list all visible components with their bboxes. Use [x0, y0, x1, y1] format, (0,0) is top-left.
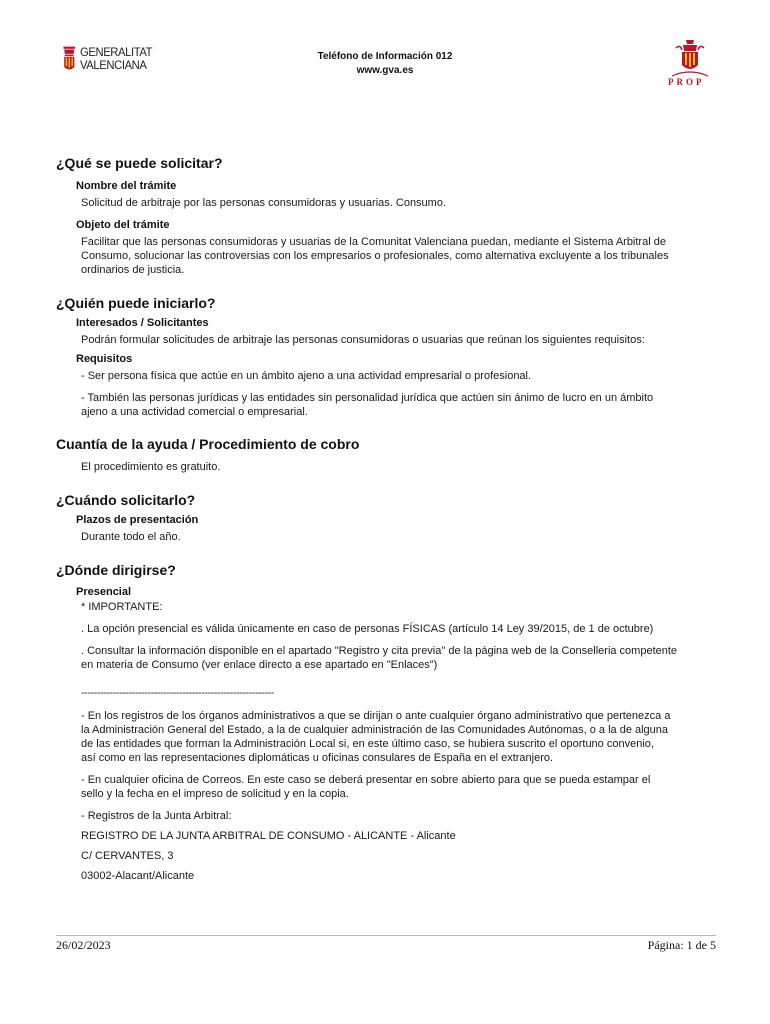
- text-importante: * IMPORTANTE:: [81, 601, 163, 613]
- section-title-cuantia: Cuantía de la ayuda / Procedimiento de cobro: [56, 436, 360, 452]
- prop-logo-text: PROP: [668, 77, 705, 87]
- text-registros-line3: de las entidades que forman la Administración Local si, en este último caso, se hubiera suscrito el oportuno convenio,: [81, 738, 654, 750]
- text-interesados: Podrán formular solicitudes de arbitraje las personas consumidoras o usuarias que reúnan los siguientes requisitos:: [81, 334, 645, 346]
- web-line: www.gva.es: [356, 65, 414, 76]
- text-nombre-tramite: Solicitud de arbitraje por las personas consumidoras y usuarias. Consumo.: [81, 197, 447, 209]
- text-registros-line1: - En los registros de los órganos administrativos a que se dirijan o ante cualquier órgano administrativo que pertenezca a: [81, 710, 671, 722]
- text-objeto-line2: Consumo, solucionar las controversias con los empresarios o profesionales, como alternativa excluyente a los tribunales: [81, 250, 669, 262]
- document-content: [56, 154, 716, 883]
- label-presencial: Presencial: [76, 586, 132, 598]
- text-correos-line1: - En cualquier oficina de Correos. En este caso se deberá presentar en sobre abierto para que se pueda estampar el: [81, 774, 651, 786]
- text-registros-line2: la Administración General del Estado, a la de cualquier administración de las Comunidades Autónomas, o a la de alguna: [81, 724, 669, 736]
- label-plazos: Plazos de presentación: [76, 514, 199, 526]
- footer-divider: [56, 935, 716, 936]
- label-nombre-tramite: Nombre del trámite: [76, 180, 177, 192]
- logo-text-line2: VALENCIANA: [79, 58, 147, 72]
- text-consultar-line2: en materia de Consumo (ver enlace directo a ese apartado en "Enlaces"): [81, 659, 438, 671]
- footer-page-number: Página: 1 de 5: [647, 938, 716, 952]
- text-correos-line2: sello y la fecha en el impreso de solicitud y en la copia.: [81, 788, 349, 800]
- text-opcion-presencial: . La opción presencial es válida únicamente en caso de personas FÍSICAS (artículo 14 Ley 39/2015, de 1 de octubre): [81, 623, 654, 635]
- prop-logo: [666, 38, 714, 90]
- label-objeto-tramite: Objeto del trámite: [76, 219, 170, 231]
- text-requisito-2b: ajeno a una actividad comercial o empresarial.: [81, 406, 308, 418]
- section-title-quien-iniciarlo: ¿Quién puede iniciarlo?: [56, 295, 216, 311]
- text-registro-direccion: C/ CERVANTES, 3: [81, 850, 174, 862]
- text-consultar-line1: . Consultar la información disponible en el apartado "Registro y cita previa" de la página web de la Conselleria competente: [81, 645, 678, 657]
- logo-text-line1: GENERALITAT: [79, 45, 152, 59]
- separator-dashes: -------------------------------------------------------------: [81, 687, 274, 699]
- phone-line: Teléfono de Información 012: [317, 51, 453, 62]
- text-procedimiento-gratuito: El procedimiento es gratuito.: [81, 461, 221, 473]
- text-plazos: Durante todo el año.: [81, 531, 181, 543]
- text-registro-nombre: REGISTRO DE LA JUNTA ARBITRAL DE CONSUMO - ALICANTE - Alicante: [81, 830, 456, 842]
- footer-date: 26/02/2023: [56, 938, 111, 952]
- text-registros-junta: - Registros de la Junta Arbitral:: [81, 810, 232, 822]
- text-requisito-2a: - También las personas jurídicas y las entidades sin personalidad jurídica que actúen sin ánimo de lucro en un ámbito: [81, 392, 654, 404]
- section-title-donde: ¿Dónde dirigirse?: [56, 562, 176, 578]
- prop-emblem-icon: [666, 38, 714, 78]
- text-objeto-line1: Facilitar que las personas consumidoras y usuarias de la Comunitat Valenciana puedan, mediante el Sistema Arbitral de: [81, 236, 666, 248]
- label-interesados: Interesados / Solicitantes: [76, 317, 209, 329]
- header-contact: [0, 50, 770, 78]
- text-requisito-1: - Ser persona física que actúe en un ámbito ajeno a una actividad empresarial o profesional.: [81, 370, 532, 382]
- text-objeto-line3: ordinarios de justicia.: [81, 264, 185, 276]
- section-title-que-solicitar: ¿Qué se puede solicitar?: [56, 155, 223, 171]
- label-requisitos: Requisitos: [76, 353, 133, 365]
- text-registro-cp: 03002-Alacant/Alicante: [81, 870, 195, 882]
- section-title-cuando: ¿Cuándo solicitarlo?: [56, 492, 196, 508]
- text-registros-line4: así como en las representaciones diplomáticas u oficinas consulares de España en el extranjero.: [81, 752, 554, 764]
